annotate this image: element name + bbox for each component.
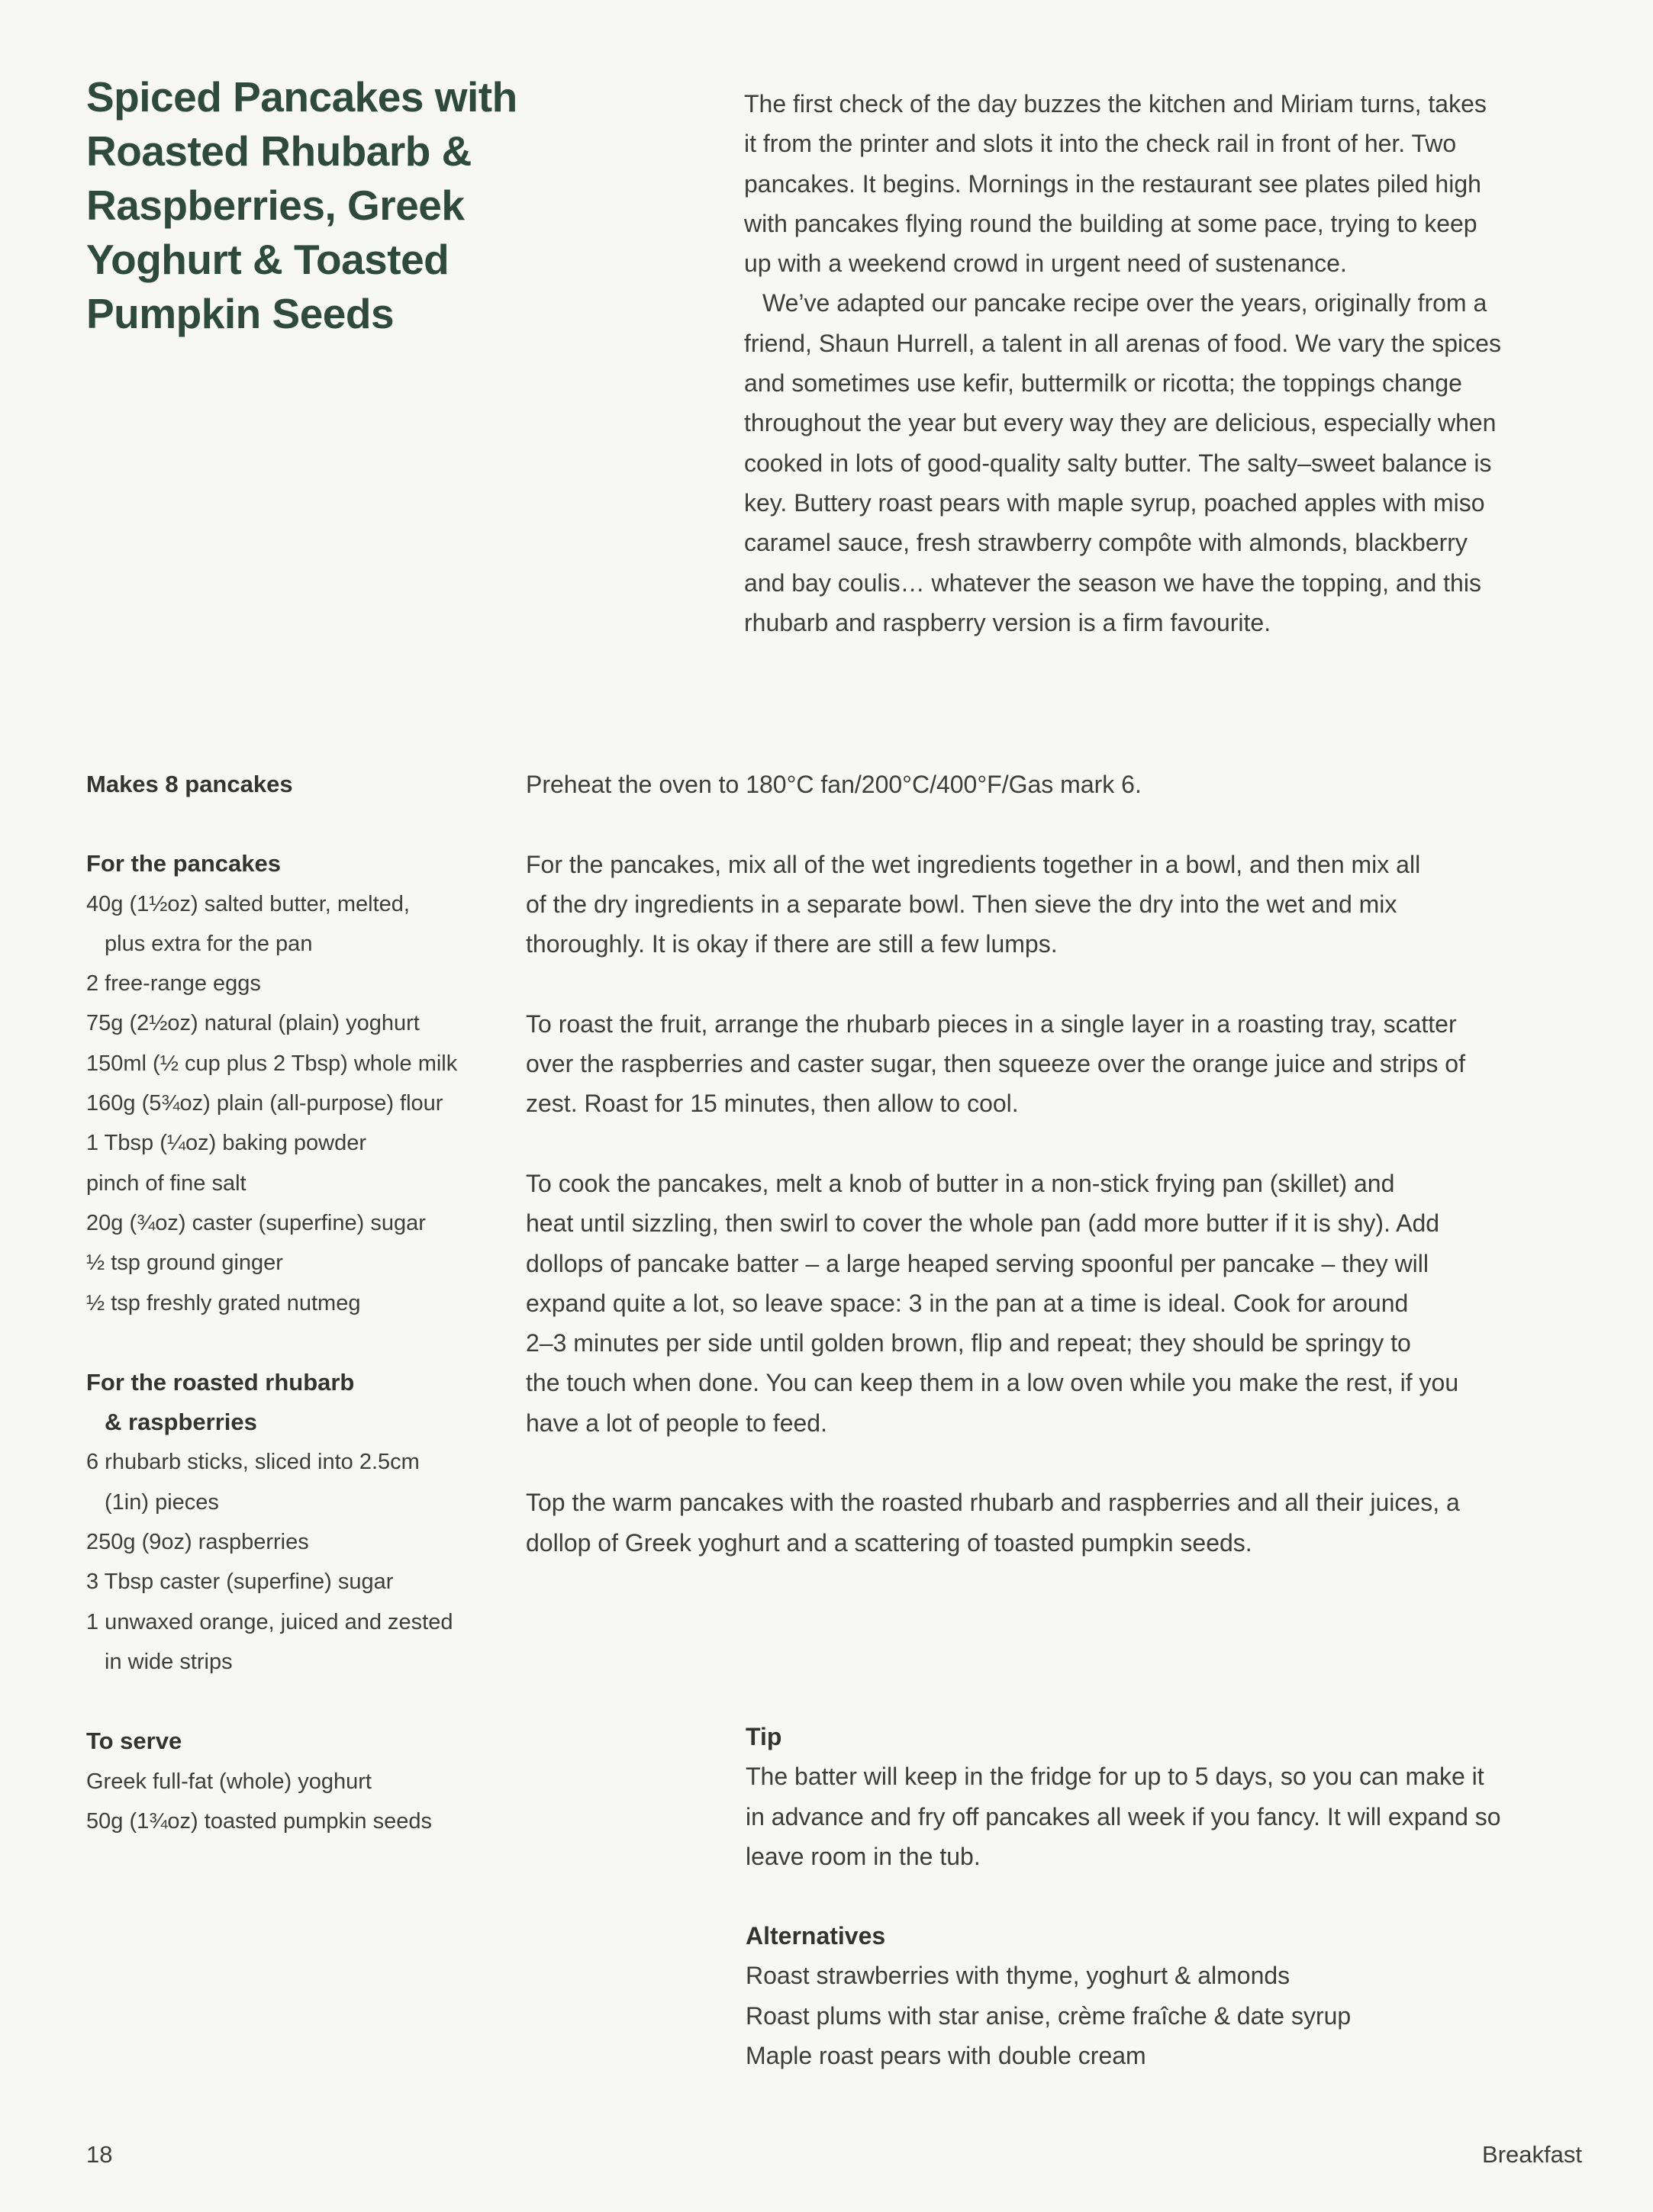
intro-line: friend, Shaun Hurrell, a talent in all arenas of food. We vary the spices [744,329,1501,357]
ingredients-column [86,765,514,1881]
recipe-intro [744,84,1584,642]
intro-line: throughout the year but every way they are delicious, especially when [744,409,1497,437]
ingredient-item [86,1522,514,1562]
method-column [526,765,1594,1602]
intro-line: caramel sauce, fresh strawberry compôte with almonds, blackberry [744,529,1468,557]
ingredient-item [86,1602,514,1682]
tip-body [746,1756,1600,1876]
ingredient-line: 250g (9oz) raspberries [86,1530,309,1555]
ingredient-line: 75g (2½oz) natural (plain) yoghurt [86,1011,420,1036]
ingredient-item [86,1123,514,1163]
intro-line: it from the printer and slots it into the check rail in front of her. Two [744,130,1457,158]
title-line: Yoghurt & Toasted [86,236,450,283]
intro-line: key. Buttery roast pears with maple syrup, poached apples with miso [744,488,1485,517]
intro-line: We’ve adapted our pancake recipe over the years, originally from a [762,289,1487,317]
ingredient-line: ½ tsp ground ginger [86,1251,283,1276]
ingredient-line: 50g (1¾oz) toasted pumpkin seeds [86,1808,432,1834]
ingredient-line: pinch of fine salt [86,1170,246,1196]
alternatives-section [746,1916,1600,2075]
method-line: have a lot of people to feed. [526,1409,827,1437]
ingredient-line: 40g (1½oz) salted butter, melted, [86,891,410,916]
intro-line: and bay coulis… whatever the season we have the topping, and this [744,568,1481,597]
ingredient-item [86,1003,514,1043]
tip-line: in advance and fry off pancakes all week if you fancy. It will expand so [746,1802,1501,1830]
intro-line: and sometimes use kefir, buttermilk or ricotta; the toppings change [744,369,1462,398]
method-line: Preheat the oven to 180°C fan/200°C/400°F/Gas mark 6. [526,771,1142,798]
method-line: Top the warm pancakes with the roasted rhubarb and raspberries and all their juices, a [526,1489,1460,1517]
ingredient-item [86,1203,514,1243]
heading-line: For the pancakes [86,850,281,877]
yield-label: Makes 8 pancakes [86,771,293,797]
ingredient-line: in wide strips [105,1649,233,1674]
ingredient-list [86,1762,514,1842]
heading-line: To serve [86,1727,182,1755]
method-line: zest. Roast for 15 minutes, then allow to cool. [526,1090,1019,1118]
intro-paragraph [744,283,1584,642]
ingredient-list [86,1442,514,1682]
ingredient-item [86,1442,514,1522]
method-step [526,1004,1594,1124]
ingredient-item [86,1762,514,1801]
ingredient-line: 20g (¾oz) caster (superfine) sugar [86,1210,426,1235]
intro-paragraph [744,84,1584,283]
ingredient-item [86,1801,514,1841]
title-line: Raspberries, Greek [86,182,465,229]
recipe-title [86,70,559,341]
ingredient-item [86,1044,514,1083]
ingredient-line: plus extra for the pan [105,931,313,956]
alternative-item: Roast strawberries with thyme, yoghurt & almonds [746,1962,1290,1990]
method-step [526,1483,1594,1563]
tip-line: The batter will keep in the fridge for up to 5 days, so you can make it [746,1763,1484,1791]
title-line: Spiced Pancakes with [86,73,517,121]
tip-line: leave room in the tub. [746,1842,981,1870]
method-line: To cook the pancakes, melt a knob of butter in a non-stick frying pan (skillet) and [526,1169,1395,1197]
ingredient-item [86,964,514,1003]
ingredient-sections [86,844,514,1841]
heading-line: For the roasted rhubarb [86,1368,355,1396]
method-step [526,765,1594,804]
alternatives-list [746,1956,1600,2075]
ingredient-line: 6 rhubarb sticks, sliced into 2.5cm [86,1450,420,1475]
ingredient-section [86,844,514,1323]
method-step [526,1164,1594,1443]
ingredient-line: 2 free-range eggs [86,971,261,997]
intro-line: pancakes. It begins. Mornings in the restaurant see plates piled high [744,169,1481,198]
method-line: dollop of Greek yoghurt and a scattering of toasted pumpkin seeds. [526,1528,1252,1557]
ingredient-section [86,1363,514,1682]
ingredient-item [86,1083,514,1123]
title-line: Pumpkin Seeds [86,290,395,337]
method-line: dollops of pancake batter – a large heaped serving spoonful per pancake – they will [526,1249,1429,1277]
method-line: For the pancakes, mix all of the wet ingredients together in a bowl, and then mix all [526,850,1421,878]
method-line: expand quite a lot, so leave space: 3 in the pan at a time is ideal. Cook for around [526,1289,1409,1317]
ingredient-line: 1 Tbsp (¼oz) baking powder [86,1131,367,1156]
method-line: heat until sizzling, then swirl to cover the whole pan (add more butter if it is shy). Add [526,1209,1440,1238]
alternative-item: Roast plums with star anise, crème fraîche & date syrup [746,2001,1352,2030]
ingredient-item [86,1562,514,1602]
ingredient-line: 3 Tbsp caster (superfine) sugar [86,1570,394,1595]
tip-heading: Tip [746,1723,782,1750]
ingredient-section-heading [86,1363,514,1443]
ingredient-item [86,1164,514,1203]
method-line: 2–3 minutes per side until golden brown, flip and repeat; they should be springy to [526,1329,1411,1357]
method-line: To roast the fruit, arrange the rhubarb pieces in a single layer in a roasting tray, scatter [526,1009,1457,1038]
ingredient-section [86,1721,514,1841]
tip-section [746,1717,1600,1876]
method-line: thoroughly. It is okay if there are still a few lumps. [526,930,1058,958]
section-name: Breakfast [1482,2141,1582,2168]
intro-line: cooked in lots of good-quality salty butter. The salty–sweet balance is [744,449,1492,477]
ingredient-line: 1 unwaxed orange, juiced and zested [86,1609,453,1634]
ingredient-line: 160g (5¾oz) plain (all-purpose) flour [86,1091,443,1116]
ingredient-section-heading [86,844,514,884]
intro-line: rhubarb and raspberry version is a firm favourite. [744,608,1271,636]
ingredient-line: (1in) pieces [105,1489,219,1515]
notes-block [746,1717,1600,2075]
method-step [526,845,1594,964]
title-line: Roasted Rhubarb & [86,127,472,175]
ingredient-line: 150ml (½ cup plus 2 Tbsp) whole milk [86,1051,458,1076]
alternative-item: Maple roast pears with double cream [746,2042,1146,2070]
ingredient-line: Greek full-fat (whole) yoghurt [86,1769,372,1794]
ingredient-line: ½ tsp freshly grated nutmeg [86,1290,361,1315]
method-line: of the dry ingredients in a separate bowl. Then sieve the dry into the wet and mix [526,890,1397,918]
intro-line: The first check of the day buzzes the kitchen and Miriam turns, takes [744,90,1487,118]
ingredient-item [86,884,514,964]
intro-line: up with a weekend crowd in urgent need of sustenance. [744,250,1347,278]
method-line: the touch when done. You can keep them in a low oven while you make the rest, if you [526,1369,1459,1397]
method-line: over the raspberries and caster sugar, then squeeze over the orange juice and strips of [526,1050,1465,1078]
intro-line: with pancakes flying round the building at some pace, trying to keep [744,209,1477,237]
page-number: 18 [86,2141,113,2168]
heading-line: & raspberries [105,1409,257,1436]
ingredient-item [86,1243,514,1283]
alternatives-heading: Alternatives [746,1922,886,1950]
ingredient-item [86,1283,514,1323]
ingredient-list [86,884,514,1323]
ingredient-section-heading [86,1721,514,1761]
